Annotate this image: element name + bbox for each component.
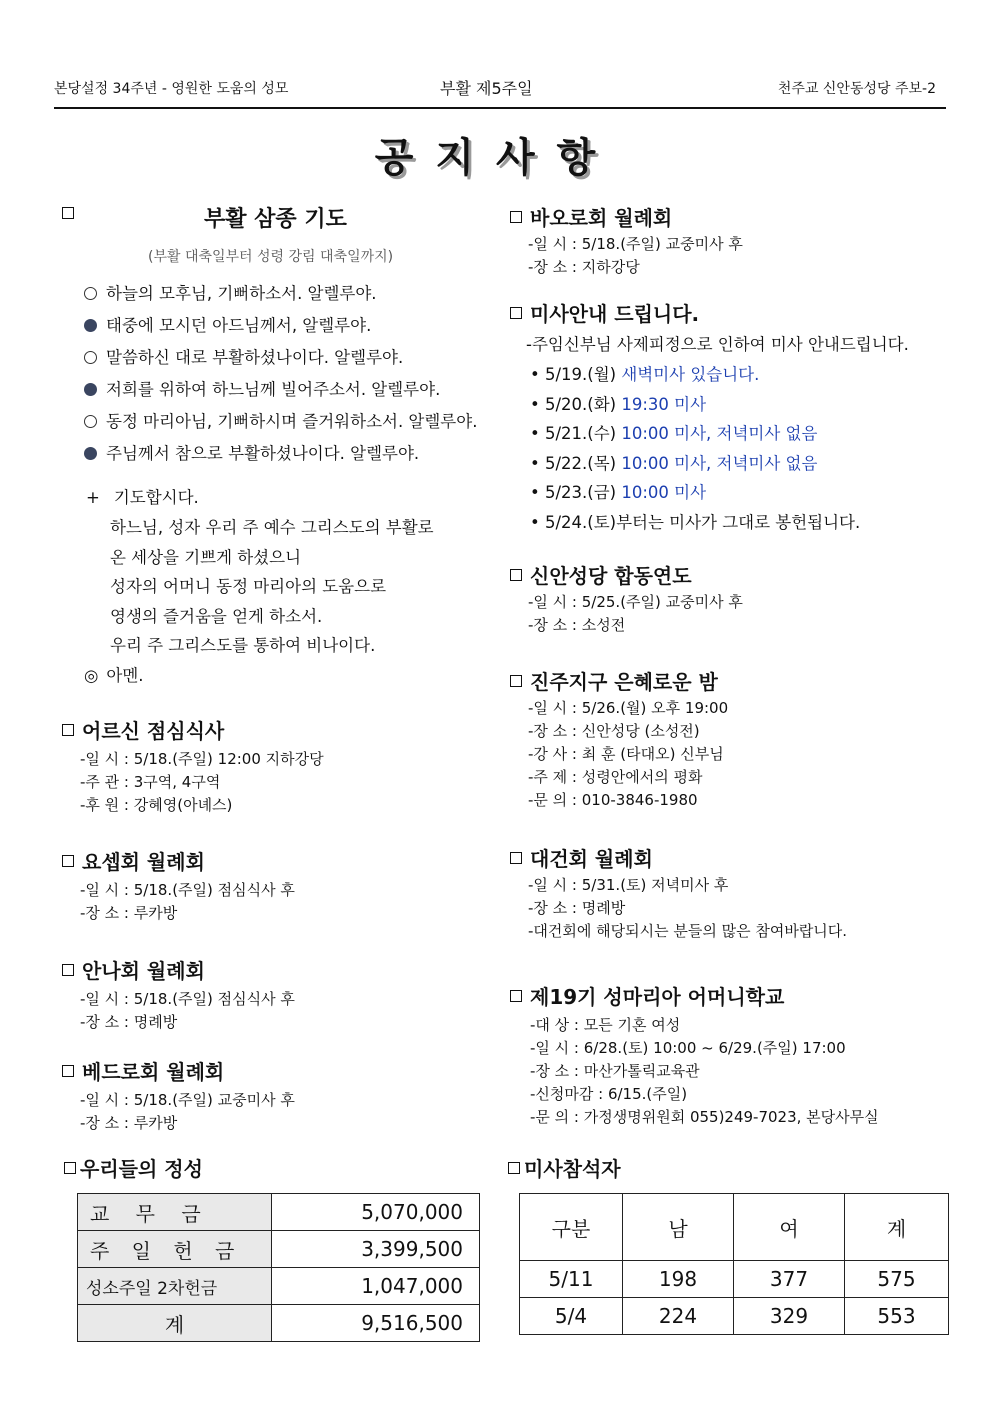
checkbox-icon <box>510 307 522 319</box>
info-line: -일 시 : 5/18.(주일) 교중미사 후 <box>80 1091 295 1109</box>
section-heading: 바오로회 월례회 <box>510 202 743 231</box>
info-line: -대건회에 해당되시는 분들의 많은 참여바랍니다. <box>528 922 848 940</box>
info-line: -신청마감 : 6/15.(주일) <box>530 1085 688 1103</box>
prayer-section <box>62 202 492 685</box>
prayer-title: 부활 삼종 기도 <box>204 207 347 232</box>
info-line: -주 제 : 성령안에서의 평화 <box>528 768 703 786</box>
mass-item: • 5/22.(목) 10:00 미사, 저녁미사 없음 <box>530 453 818 473</box>
lunch-section <box>62 715 324 817</box>
info-line: -주 관 : 3구역, 4구역 <box>80 773 221 791</box>
pray-line: 영생의 즐거움을 얻게 하소서. <box>110 606 323 626</box>
section-heading: 대건회 월례회 <box>510 843 847 872</box>
attendance-table <box>519 1193 949 1335</box>
prayer-heading <box>62 202 492 230</box>
section-heading: 요셉회 월례회 <box>62 846 295 875</box>
table-cell: 329 <box>734 1298 845 1335</box>
table-cell: 계 <box>78 1305 272 1342</box>
section-heading: 우리들의 정성 <box>64 1153 203 1182</box>
mass-intro: -주임신부님 사제피정으로 인하여 미사 안내드립니다. <box>526 335 909 354</box>
table-cell: 성소주일 2차헌금 <box>78 1268 272 1305</box>
checkbox-icon <box>64 1162 76 1174</box>
table-row <box>78 1231 480 1268</box>
page-header <box>54 78 946 104</box>
table-header-cell: 계 <box>845 1194 949 1261</box>
offering-section <box>64 1153 203 1182</box>
section-heading: 신안성당 합동연도 <box>510 560 743 589</box>
info-line: -장 소 : 명례방 <box>528 899 626 917</box>
prayer-line: 주님께서 참으로 부활하셨나이다. 알렐루야. <box>84 440 477 472</box>
peter-section <box>62 1056 295 1135</box>
table-cell: 198 <box>623 1261 734 1298</box>
mass-item: • 5/20.(화) 19:30 미사 <box>530 394 707 414</box>
filled-circle-icon <box>84 447 97 460</box>
plus-icon: + <box>86 488 100 507</box>
info-line: -장 소 : 지하강당 <box>528 258 640 276</box>
table-row <box>520 1298 949 1335</box>
info-line: -일 시 : 5/26.(월) 오후 19:00 <box>528 699 729 717</box>
pray-line: 하느님, 성자 우리 주 예수 그리스도의 부활로 <box>110 518 434 537</box>
table-row <box>78 1268 480 1305</box>
prayer-line: 태중에 모시던 아드님께서, 알렐루야. <box>84 312 477 344</box>
checkbox-icon <box>62 855 74 867</box>
pray-line: 온 세상을 기쁘게 하셨으니 <box>110 547 302 567</box>
table-row <box>520 1261 949 1298</box>
section-heading: 미사참석자 <box>508 1153 621 1182</box>
checkbox-icon <box>510 852 522 864</box>
info-line: -대 상 : 모든 기혼 여성 <box>530 1016 681 1034</box>
info-line: -일 시 : 5/18.(주일) 12:00 지하강당 <box>80 750 324 768</box>
mass-item: • 5/24.(토)부터는 미사가 그대로 봉헌됩니다. <box>530 512 861 532</box>
checkbox-icon <box>508 1162 520 1174</box>
prayer-line: 동정 마리아님, 기뻐하시며 즐거워하소서. 알렐루야. <box>84 408 477 440</box>
circle-icon <box>84 415 97 428</box>
prayer-subtitle: (부활 대축일부터 성령 강림 대축일까지) <box>148 249 394 265</box>
table-cell: 1,047,000 <box>272 1268 480 1305</box>
checkbox-icon <box>510 569 522 581</box>
checkbox-icon <box>62 724 74 736</box>
info-line: -문 의 : 010-3846-1980 <box>528 791 698 809</box>
table-cell: 377 <box>734 1261 845 1298</box>
circle-icon <box>84 351 97 364</box>
table-cell: 교 무 금 <box>78 1194 272 1231</box>
info-line: -장 소 : 소성전 <box>528 616 626 634</box>
section-heading: 베드로회 월례회 <box>62 1056 295 1085</box>
mothers-section <box>510 981 879 1129</box>
section-heading: 진주지구 은혜로운 밤 <box>510 666 728 695</box>
info-line: -일 시 : 5/18.(주일) 점심식사 후 <box>80 881 295 899</box>
joseph-section <box>62 846 295 925</box>
attendance-section <box>508 1153 621 1182</box>
checkbox-icon <box>62 1065 74 1077</box>
table-cell: 5/11 <box>520 1261 623 1298</box>
anna-section <box>62 955 295 1034</box>
info-line: -강 사 : 최 훈 (타대오) 신부님 <box>528 745 724 763</box>
section-heading: 제19기 성마리아 어머니학교 <box>510 981 879 1010</box>
paul-section <box>510 202 743 279</box>
page-title: 공지사항 <box>374 135 618 181</box>
section-heading: 어르신 점심식사 <box>62 715 324 744</box>
mass-item: • 5/21.(수) 10:00 미사, 저녁미사 없음 <box>530 424 818 443</box>
info-line: -장 소 : 신안성당 (소성전) <box>528 722 700 740</box>
header-right: 천주교 신안동성당 주보-2 <box>777 81 936 97</box>
info-line: -장 소 : 명례방 <box>80 1013 178 1031</box>
amen: ◎ 아멘. <box>84 666 144 685</box>
table-cell: 5/4 <box>520 1298 623 1335</box>
prayer-line: 하늘의 모후님, 기뻐하소서. 알렐루야. <box>84 280 477 312</box>
section-heading: 안나회 월례회 <box>62 955 295 984</box>
table-header-cell: 남 <box>623 1194 734 1261</box>
prayer-line: 저희를 위하여 하느님께 빌어주소서. 알렐루야. <box>84 376 477 408</box>
checkbox-icon <box>510 211 522 223</box>
info-line: -장 소 : 마산가톨릭교육관 <box>530 1062 700 1080</box>
table-cell: 주 일 헌 금 <box>78 1231 272 1268</box>
header-rule <box>54 107 946 109</box>
info-line: -장 소 : 루카방 <box>80 1114 178 1132</box>
table-cell: 5,070,000 <box>272 1194 480 1231</box>
checkbox-icon <box>62 207 74 219</box>
mass-section <box>510 298 909 538</box>
table-header-cell: 여 <box>734 1194 845 1261</box>
header-left: 본당설정 34주년 - 영원한 도움의 성모 <box>54 81 289 97</box>
pray-line: 우리 주 그리스도를 통하여 비나이다. <box>110 636 376 655</box>
mass-item: • 5/23.(금) 10:00 미사 <box>530 483 707 502</box>
table-row <box>78 1305 480 1342</box>
prayer-line: 말씀하신 대로 부활하셨나이다. 알렐루야. <box>84 344 477 376</box>
info-line: -후 원 : 강혜영(아녜스) <box>80 796 233 814</box>
info-line: -일 시 : 5/31.(토) 저녁미사 후 <box>528 876 729 894</box>
checkbox-icon <box>510 675 522 687</box>
table-cell: 3,399,500 <box>272 1231 480 1268</box>
info-line: -일 시 : 5/18.(주일) 점심식사 후 <box>80 990 295 1008</box>
table-row <box>78 1194 480 1231</box>
table-cell: 575 <box>845 1261 949 1298</box>
pray-intro: + 기도합시다. <box>86 488 199 507</box>
table-cell: 9,516,500 <box>272 1305 480 1342</box>
table-header-cell: 구분 <box>520 1194 623 1261</box>
pray-line: 성자의 어머니 동정 마리아의 도움으로 <box>110 577 387 596</box>
checkbox-icon <box>62 964 74 976</box>
filled-circle-icon <box>84 383 97 396</box>
memorial-section <box>510 560 743 637</box>
info-line: -일 시 : 5/18.(주일) 교중미사 후 <box>528 235 743 253</box>
filled-circle-icon <box>84 319 97 332</box>
prayer-lines <box>84 280 477 472</box>
table-cell: 553 <box>845 1298 949 1335</box>
double-circle-icon: ◎ <box>84 666 99 685</box>
grace-section <box>510 666 728 812</box>
offering-table <box>77 1193 480 1342</box>
header-center: 부활 제5주일 <box>440 79 533 98</box>
section-heading: 미사안내 드립니다. <box>510 298 909 327</box>
info-line: -일 시 : 5/25.(주일) 교중미사 후 <box>528 593 743 611</box>
info-line: -문 의 : 가정생명위원회 055)249-7023, 본당사무실 <box>530 1108 879 1126</box>
table-header-row <box>520 1194 949 1261</box>
info-line: -일 시 : 6/28.(토) 10:00 ~ 6/29.(주일) 17:00 <box>530 1039 846 1057</box>
checkbox-icon <box>510 990 522 1002</box>
circle-icon <box>84 287 97 300</box>
andrew-section <box>510 843 847 943</box>
info-line: -장 소 : 루카방 <box>80 904 178 922</box>
mass-item: • 5/19.(월) 새벽미사 있습니다. <box>530 365 760 384</box>
table-cell: 224 <box>623 1298 734 1335</box>
pray-body <box>110 514 434 662</box>
